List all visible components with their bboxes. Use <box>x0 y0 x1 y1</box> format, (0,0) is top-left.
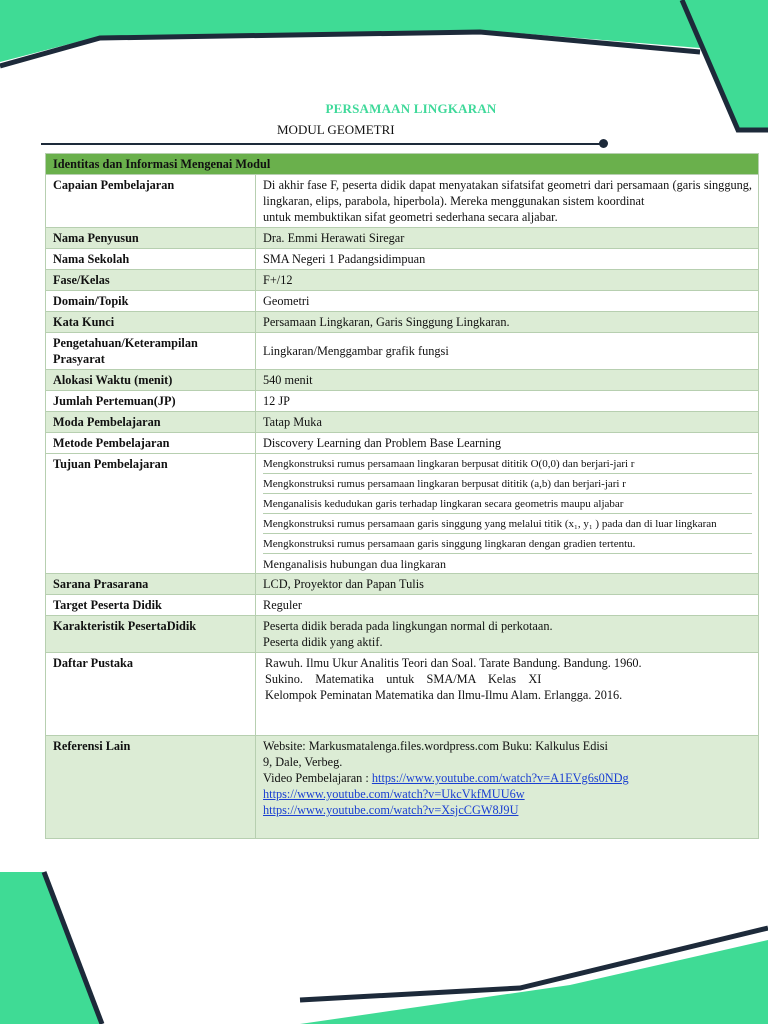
table-row <box>46 653 759 736</box>
capaian-text: Di akhir fase F, peserta didik dapat menyatakan sifatsifat geometri dari persamaan (garis singgung, lingkaran, elips, parabola, hiperbola). Mereka menggunakan sistem koordinat <box>263 178 752 208</box>
list-item: Mengkonstruksi rumus persamaan garis singgung lingkaran dengan gradien tertentu. <box>263 534 752 554</box>
row-value: F+/12 <box>256 270 759 291</box>
video-label: Video Pembelajaran : <box>263 771 372 785</box>
table-heading: Identitas dan Informasi Mengenai Modul <box>46 154 759 175</box>
row-value: LCD, Proyektor dan Papan Tulis <box>256 574 759 595</box>
row-label: Nama Sekolah <box>46 249 256 270</box>
row-label: Target Peserta Didik <box>46 595 256 616</box>
row-value <box>256 616 759 653</box>
row-value: Lingkaran/Menggambar grafik fungsi <box>256 333 759 370</box>
row-value: Reguler <box>256 595 759 616</box>
module-info-table <box>45 153 759 839</box>
row-label: Tujuan Pembelajaran <box>46 454 256 574</box>
table-row <box>46 616 759 653</box>
row-value: 540 menit <box>256 370 759 391</box>
row-label: Pengetahuan/Keterampilan Prasyarat <box>46 333 256 370</box>
row-value: Geometri <box>256 291 759 312</box>
row-label: Sarana Prasarana <box>46 574 256 595</box>
table-header-row <box>46 154 759 175</box>
row-label: Domain/Topik <box>46 291 256 312</box>
row-label: Nama Penyusun <box>46 228 256 249</box>
row-label: Referensi Lain <box>46 736 256 839</box>
row-label: Karakteristik PesertaDidik <box>46 616 256 653</box>
video-link[interactable]: https://www.youtube.com/watch?v=A1EVg6s0NDg <box>371 771 629 785</box>
row-label: Alokasi Waktu (menit) <box>46 370 256 391</box>
tujuan-list <box>256 454 759 574</box>
table-row <box>46 175 759 228</box>
row-label: Daftar Pustaka <box>46 653 256 736</box>
row-value: Tatap Muka <box>256 412 759 433</box>
video-link[interactable]: https://www.youtube.com/watch?v=UkcVkfMUU6w <box>263 787 525 801</box>
row-label: Kata Kunci <box>46 312 256 333</box>
karakteristik-line-2: Peserta didik yang aktif. <box>263 635 383 649</box>
pustaka-line: Sukino. Matematika untuk SMA/MA Kelas XI <box>265 672 542 686</box>
row-label: Metode Pembelajaran <box>46 433 256 454</box>
row-label: Fase/Kelas <box>46 270 256 291</box>
row-label: Jumlah Pertemuan(JP) <box>46 391 256 412</box>
divider-line <box>41 143 601 145</box>
row-value: Dra. Emmi Herawati Siregar <box>256 228 759 249</box>
table-row <box>46 454 759 574</box>
list-item: Menganalisis kedudukan garis terhadap lingkaran secara geometris maupu aljabar <box>263 494 752 514</box>
page-subtitle: MODUL GEOMETRI <box>277 122 395 137</box>
table-row <box>46 736 759 839</box>
list-item: Mengkonstruksi rumus persamaan garis singgung yang melalui titik (x₁, y₁ ) pada dan di luar lingkaran <box>263 514 752 534</box>
video-line <box>263 770 752 786</box>
row-value: SMA Negeri 1 Padangsidimpuan <box>256 249 759 270</box>
row-label: Capaian Pembelajaran <box>46 175 256 228</box>
row-value: 12 JP <box>256 391 759 412</box>
row-value <box>256 653 759 736</box>
row-value <box>256 175 759 228</box>
list-item: Mengkonstruksi rumus persamaan lingkaran berpusat dititik O(0,0) dan berjari-jari r <box>263 454 752 474</box>
referensi-line: 9, Dale, Verbeg. <box>263 755 343 769</box>
list-item: Mengkonstruksi rumus persamaan lingkaran berpusat dititik (a,b) dan berjari-jari r <box>263 474 752 494</box>
pustaka-line: Rawuh. Ilmu Ukur Analitis Teori dan Soal. Tarate Bandung. Bandung. 1960. <box>265 656 642 670</box>
row-value <box>256 736 759 839</box>
karakteristik-line-1: Peserta didik berada pada lingkungan normal di perkotaan. <box>263 619 553 633</box>
row-value: Persamaan Lingkaran, Garis Singgung Lingkaran. <box>256 312 759 333</box>
page-title: PERSAMAAN LINGKARAN <box>325 101 497 116</box>
row-value: Discovery Learning dan Problem Base Learning <box>256 433 759 454</box>
pustaka-line: Kelompok Peminatan Matematika dan Ilmu-Ilmu Alam. Erlangga. 2016. <box>265 688 623 702</box>
video-link[interactable]: https://www.youtube.com/watch?v=XsjcCGW8J9U <box>263 803 519 817</box>
row-label: Moda Pembelajaran <box>46 412 256 433</box>
capaian-text-2: untuk membuktikan sifat geometri sederhana secara aljabar. <box>263 210 558 224</box>
divider-dot <box>599 139 608 148</box>
referensi-line: Website: Markusmatalenga.files.wordpress.com Buku: Kalkulus Edisi <box>263 739 608 753</box>
list-item: Menganalisis hubungan dua lingkaran <box>263 557 446 571</box>
